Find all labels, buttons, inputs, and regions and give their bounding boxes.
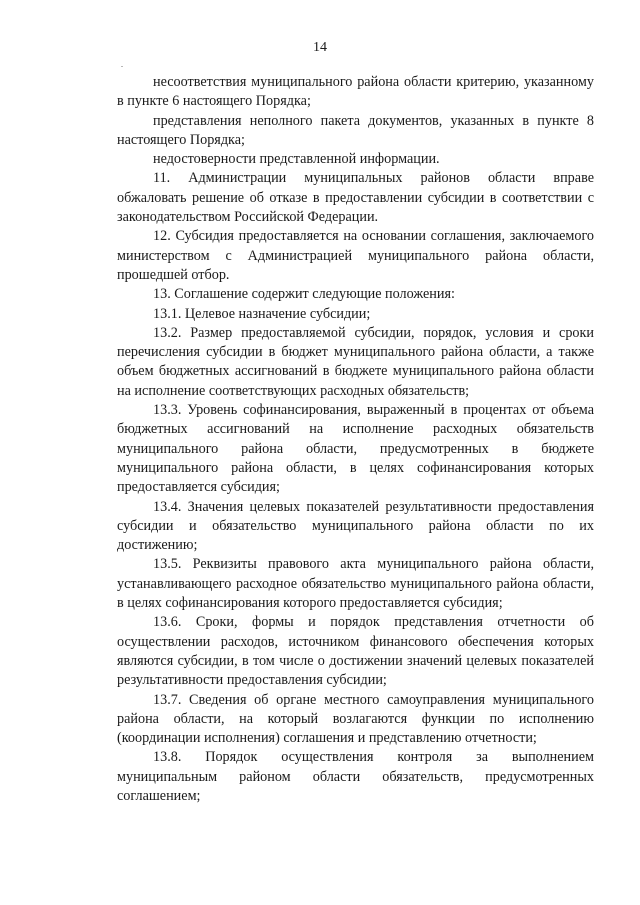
paragraph-13-7: 13.7. Сведения об органе местного самоуправления муниципального района области, на который возлагаются функции по исполнению (координации исполнения) соглашения и представлению отчетности;	[117, 691, 594, 747]
paragraph-13-8: 13.8. Порядок осуществления контроля за выполнением муниципальным районом области обязательств, предусмотренных соглашением;	[117, 749, 594, 804]
paragraph-13-5: 13.5. Реквизиты правового акта муниципального района области, устанавливающего расходное обязательство муниципального района области, в целях софинансирования которого предоставляется субсидия;	[117, 556, 594, 612]
document-body	[117, 73, 594, 806]
paragraph-11: 11. Администрации муниципальных районов области вправе обжаловать решение об отказе в предоставлении субсидии в соответствии с законодательством Российской Федерации.	[117, 170, 594, 226]
paragraph-12: 12. Субсидия предоставляется на основании соглашения, заключаемого министерством с Администрацией муниципального района области, прошедшей отбор.	[117, 228, 594, 283]
paragraph-13-6: 13.6. Сроки, формы и порядок представления отчетности об осуществлении расходов, источником финансового обеспечения которых являются субсидии, в том числе о достижении значений целевых показателей результативности предоставления субсидии;	[117, 614, 594, 689]
paragraph-13-1: 13.1. Целевое назначение субсидии;	[153, 305, 371, 322]
paragraph-13-2: 13.2. Размер предоставляемой субсидии, порядок, условия и сроки перечисления субсидии в бюджет муниципального района области, а также объем бюджетных ассигнований в бюджете муниципального района области на исполнение соответствующих расходных обязательств;	[117, 324, 594, 399]
page-number: 14	[313, 40, 327, 55]
paragraph: несоответствия муниципального района области критерию, указанному в пункте 6 настоящего Порядка;	[117, 74, 594, 110]
paragraph: недостоверности представленной информации.	[153, 151, 440, 168]
scan-speck: .	[121, 60, 123, 69]
paragraph: представления неполного пакета документов, указанных в пункте 8 настоящего Порядка;	[117, 112, 594, 148]
paragraph-13-4: 13.4. Значения целевых показателей результативности предоставления субсидии и обязательство муниципального района области по их достижению;	[117, 498, 594, 554]
paragraph-13: 13. Соглашение содержит следующие положения:	[153, 286, 455, 303]
paragraph-13-3: 13.3. Уровень софинансирования, выраженный в процентах от объема бюджетных ассигнований на исполнение расходных обязательств муниципального района области, предусмотренных в бюджете муниципального района области, в целях софинансирования которых предоставляется субсидия;	[117, 402, 594, 496]
